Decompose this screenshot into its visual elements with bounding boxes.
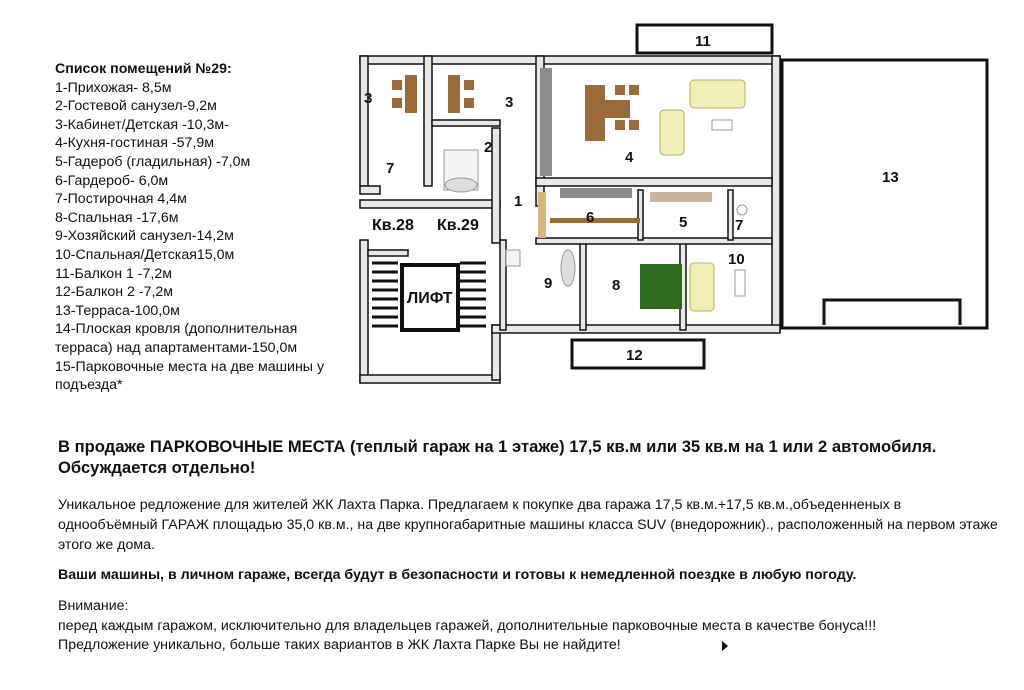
room-3-label: 3 bbox=[505, 94, 514, 111]
room-7-label: 7 bbox=[735, 217, 744, 234]
terrace-13 bbox=[782, 60, 987, 328]
rooms-legend bbox=[55, 60, 355, 395]
legend-title: Список помещений №29: bbox=[55, 61, 232, 77]
room-7-label: 7 bbox=[386, 160, 395, 177]
room-9-label: 9 bbox=[544, 275, 553, 292]
room-12-label: 12 bbox=[626, 347, 643, 364]
legend-item: 15-Парковочные места на две машины у подъезда* bbox=[55, 358, 325, 394]
attention-block bbox=[58, 596, 998, 636]
legend-item: 6-Гардероб- 6,0м bbox=[55, 172, 169, 189]
room-6-label: 6 bbox=[586, 209, 595, 226]
legend-item: 11-Балкон 1 -7,2м bbox=[55, 265, 172, 282]
legend-item: 1-Прихожая- 8,5м bbox=[55, 79, 172, 96]
attention-label: Внимание: bbox=[58, 598, 129, 614]
room-1-label: 1 bbox=[514, 193, 523, 210]
room-10-label: 10 bbox=[728, 251, 745, 268]
legend-item: 5-Гадероб (гладильная) -7,0м bbox=[55, 153, 251, 170]
room-11-label: 11 bbox=[695, 33, 711, 50]
room-8-label: 8 bbox=[612, 277, 621, 294]
legend-item: 13-Терраса-100,0м bbox=[55, 302, 180, 319]
lift-label: ЛИФТ bbox=[407, 290, 453, 307]
room-3-label: 3 bbox=[364, 90, 373, 107]
safety-note: Ваши машины, в личном гараже, всегда будут в безопасности и готовы к немедленной поездке в любую погоду. bbox=[58, 567, 857, 583]
legend-item: 12-Балкон 2 -7,2м bbox=[55, 284, 174, 301]
room-4-label: 4 bbox=[625, 149, 634, 166]
sale-headline: В продаже ПАРКОВОЧНЫЕ МЕСТА (теплый гараж на 1 этаже) 17,5 кв.м или 35 кв.м на 1 или 2 автомобиля. Обсуждается отдельно! bbox=[58, 437, 937, 477]
legend-item: 2-Гостевой санузел-9,2м bbox=[55, 98, 217, 115]
legend-item: 10-Спальная/Детская15,0м bbox=[55, 246, 235, 263]
legend-item: 9-Хозяйский санузел-14,2м bbox=[55, 228, 234, 245]
apartment-29-label: Кв.29 bbox=[437, 217, 479, 234]
text-cursor-icon bbox=[722, 641, 728, 651]
room-2-label: 2 bbox=[484, 139, 493, 156]
apartment-28-label: Кв.28 bbox=[372, 217, 414, 234]
room-13-label: 13 bbox=[882, 169, 899, 186]
legend-item: 7-Постирочная 4,4м bbox=[55, 191, 187, 208]
unique-offer-text: Предложение уникально, больше таких вариантов в ЖК Лахта Парке Вы не найдите! bbox=[58, 637, 621, 653]
floor-plan bbox=[350, 20, 995, 390]
legend-item: 14-Плоская кровля (дополнительная терраса) над апартаментами-150,0м bbox=[55, 321, 298, 356]
legend-item: 4-Кухня-гостиная -57,9м bbox=[55, 135, 215, 152]
legend-item: 3-Кабинет/Детская -10,3м- bbox=[55, 116, 229, 133]
offer-paragraph: Уникальное редложение для жителей ЖК Лахта Парка. Предлагаем к покупке два гаража 17,5 кв.м.+17,5 кв.м.,объеденненых в однообъёмный ГАРАЖ площадью 35,0 кв.м., на две крупногабаритные машины класса SUV (внедорожник)., расположенный на первом этаже этого же дома. bbox=[58, 497, 998, 553]
room-5-label: 5 bbox=[679, 214, 688, 231]
legend-item: 8-Спальная -17,6м bbox=[55, 209, 179, 226]
attention-text: перед каждым гаражом, исключительно для владельцев гаражей, дополнительные парковочные места в качестве бонуса!!! bbox=[58, 618, 877, 634]
